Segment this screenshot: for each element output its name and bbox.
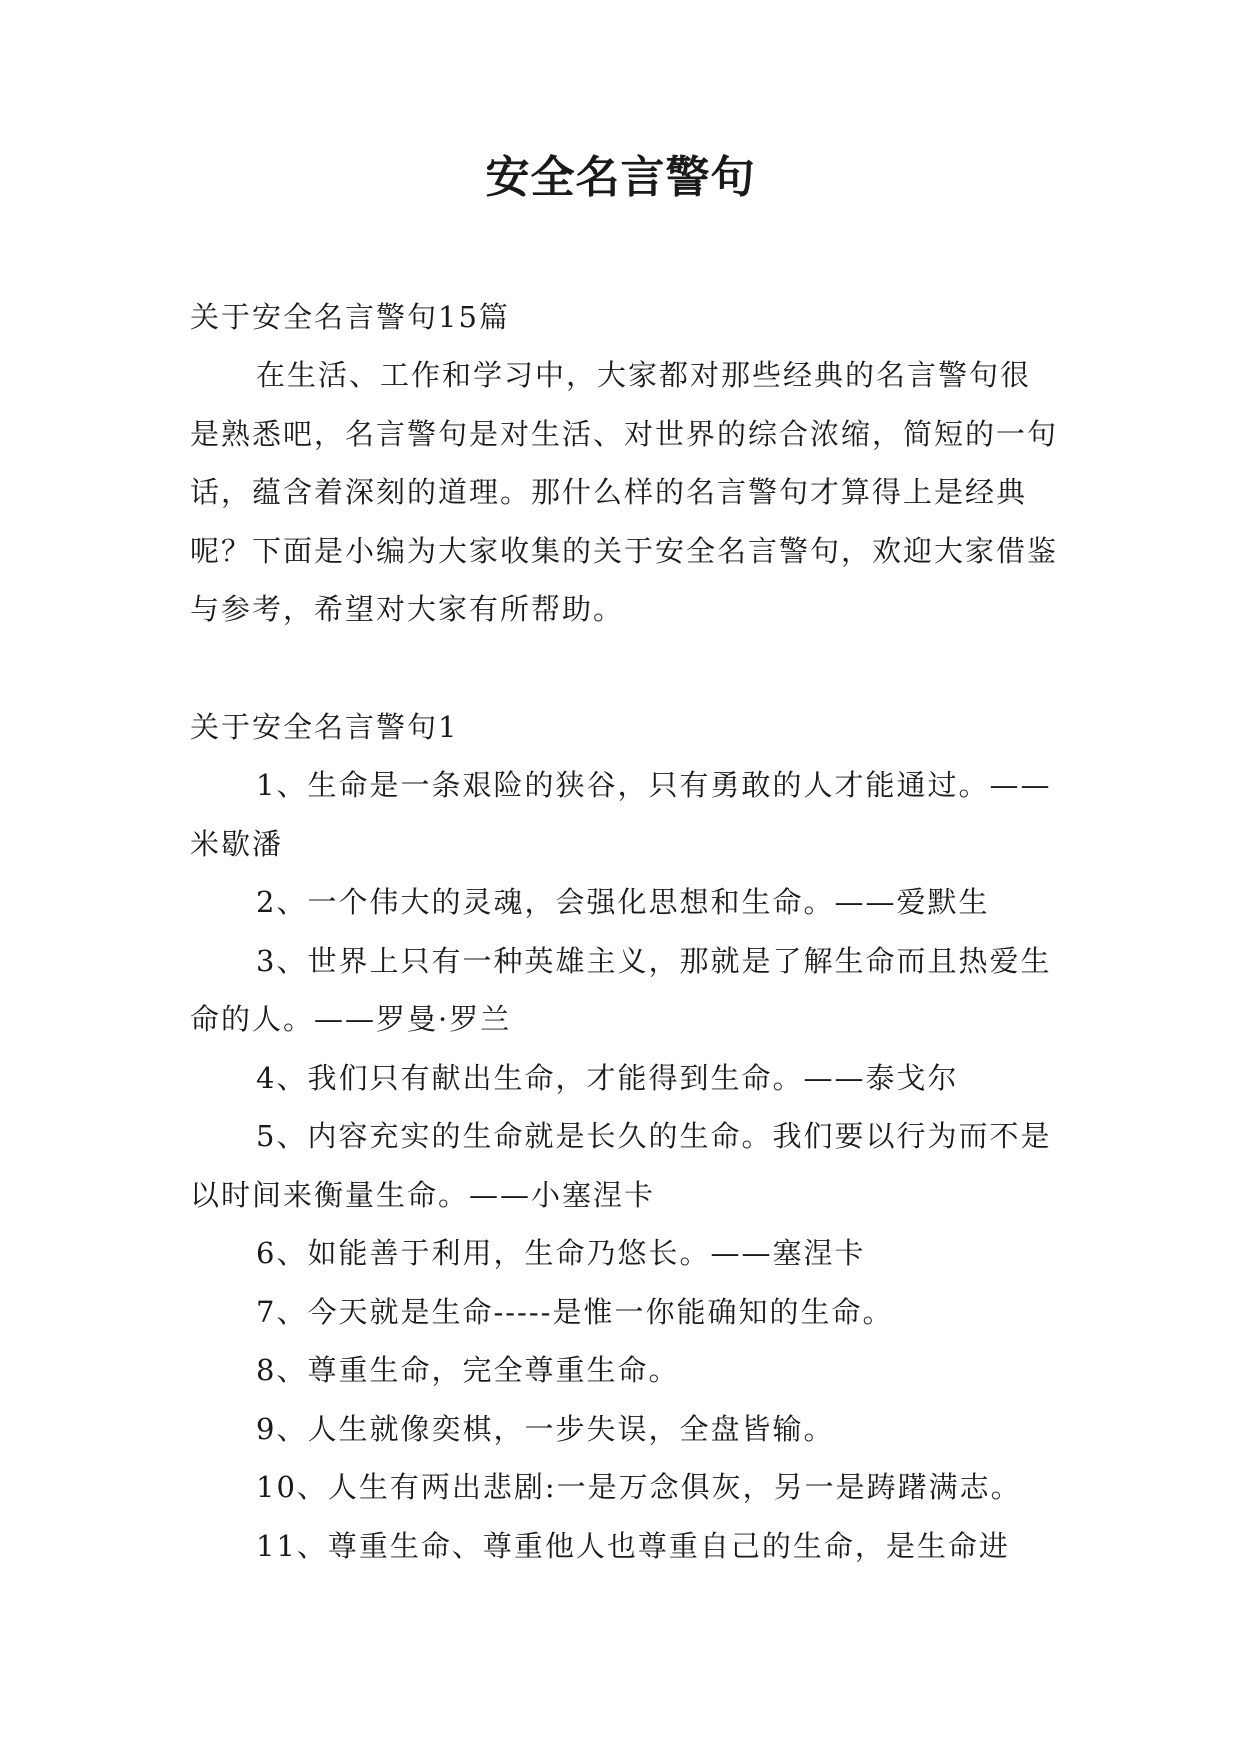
document-title: 安全名言警句 bbox=[485, 152, 756, 203]
quote-item: 2、一个伟大的灵魂，会强化思想和生命。——爱默生 bbox=[256, 885, 990, 919]
quote-item: 1、生命是一条艰险的狭谷，只有勇敢的人才能通过。——米歇潘 bbox=[190, 768, 1052, 861]
quote-item: 4、我们只有献出生命，才能得到生命。——泰戈尔 bbox=[256, 1060, 959, 1095]
intro-paragraph: 在生活、工作和学习中，大家都对那些经典的名言警句很是熟悉吧，名言警句是对生活、对世界的综合浓缩，简短的一句话，蕴含着深刻的道理。那什么样的名言警句才算得上是经典呢？下面是小编为大家收集的关于安全名言警句，欢迎大家借鉴与参考，希望对大家有所帮助。 bbox=[190, 358, 1059, 626]
quote-item: 6、如能善于利用，生命乃悠长。——塞涅卡 bbox=[256, 1236, 866, 1270]
quote-item: 3、世界上只有一种英雄主义，那就是了解生命而且热爱生命的人。——罗曼·罗兰 bbox=[190, 943, 1052, 1036]
quote-item: 7、今天就是生命-----是惟一你能确知的生命。 bbox=[256, 1294, 894, 1329]
quote-item: 5、内容充实的生命就是长久的生命。我们要以行为而不是以时间来衡量生命。——小塞涅卡 bbox=[190, 1119, 1052, 1212]
section-heading: 关于安全名言警句1 bbox=[190, 710, 459, 744]
quote-item: 9、人生就像奕棋，一步失误，全盘皆输。 bbox=[256, 1411, 835, 1446]
quote-item: 10、人生有两出悲剧:一是万念俱灰，另一是踌躇满志。 bbox=[256, 1470, 1022, 1504]
quote-list bbox=[190, 756, 1060, 1575]
quote-item: 11、尊重生命、尊重他人也尊重自己的生命，是生命进 bbox=[256, 1528, 1010, 1563]
document-subtitle: 关于安全名言警句15篇 bbox=[190, 300, 510, 334]
quote-item: 8、尊重生命，完全尊重生命。 bbox=[256, 1353, 680, 1387]
